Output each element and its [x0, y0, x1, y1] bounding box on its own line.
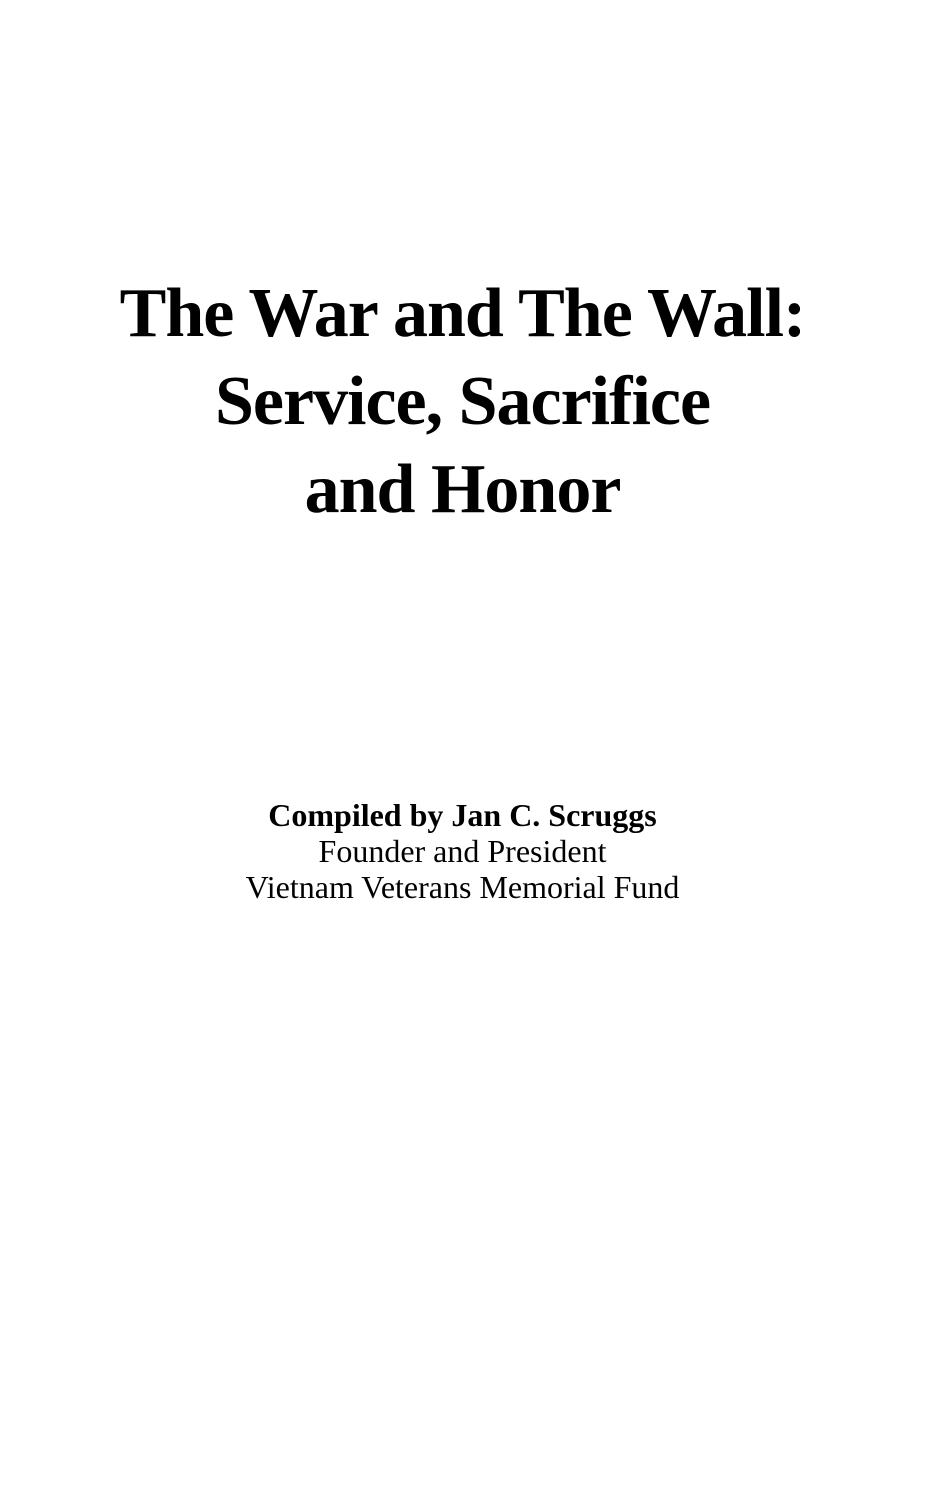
- title-line-1: The War and The Wall:: [119, 275, 806, 352]
- title-line-2: Service, Sacrifice: [214, 363, 711, 440]
- compiler-credit: Compiled by Jan C. Scruggs: [268, 797, 657, 833]
- compiler-organization: Vietnam Veterans Memorial Fund: [245, 869, 680, 905]
- title-line-3: and Honor: [304, 451, 621, 528]
- book-title: [0, 270, 925, 534]
- credits: [0, 797, 925, 905]
- compiler-role: Founder and President: [318, 833, 607, 869]
